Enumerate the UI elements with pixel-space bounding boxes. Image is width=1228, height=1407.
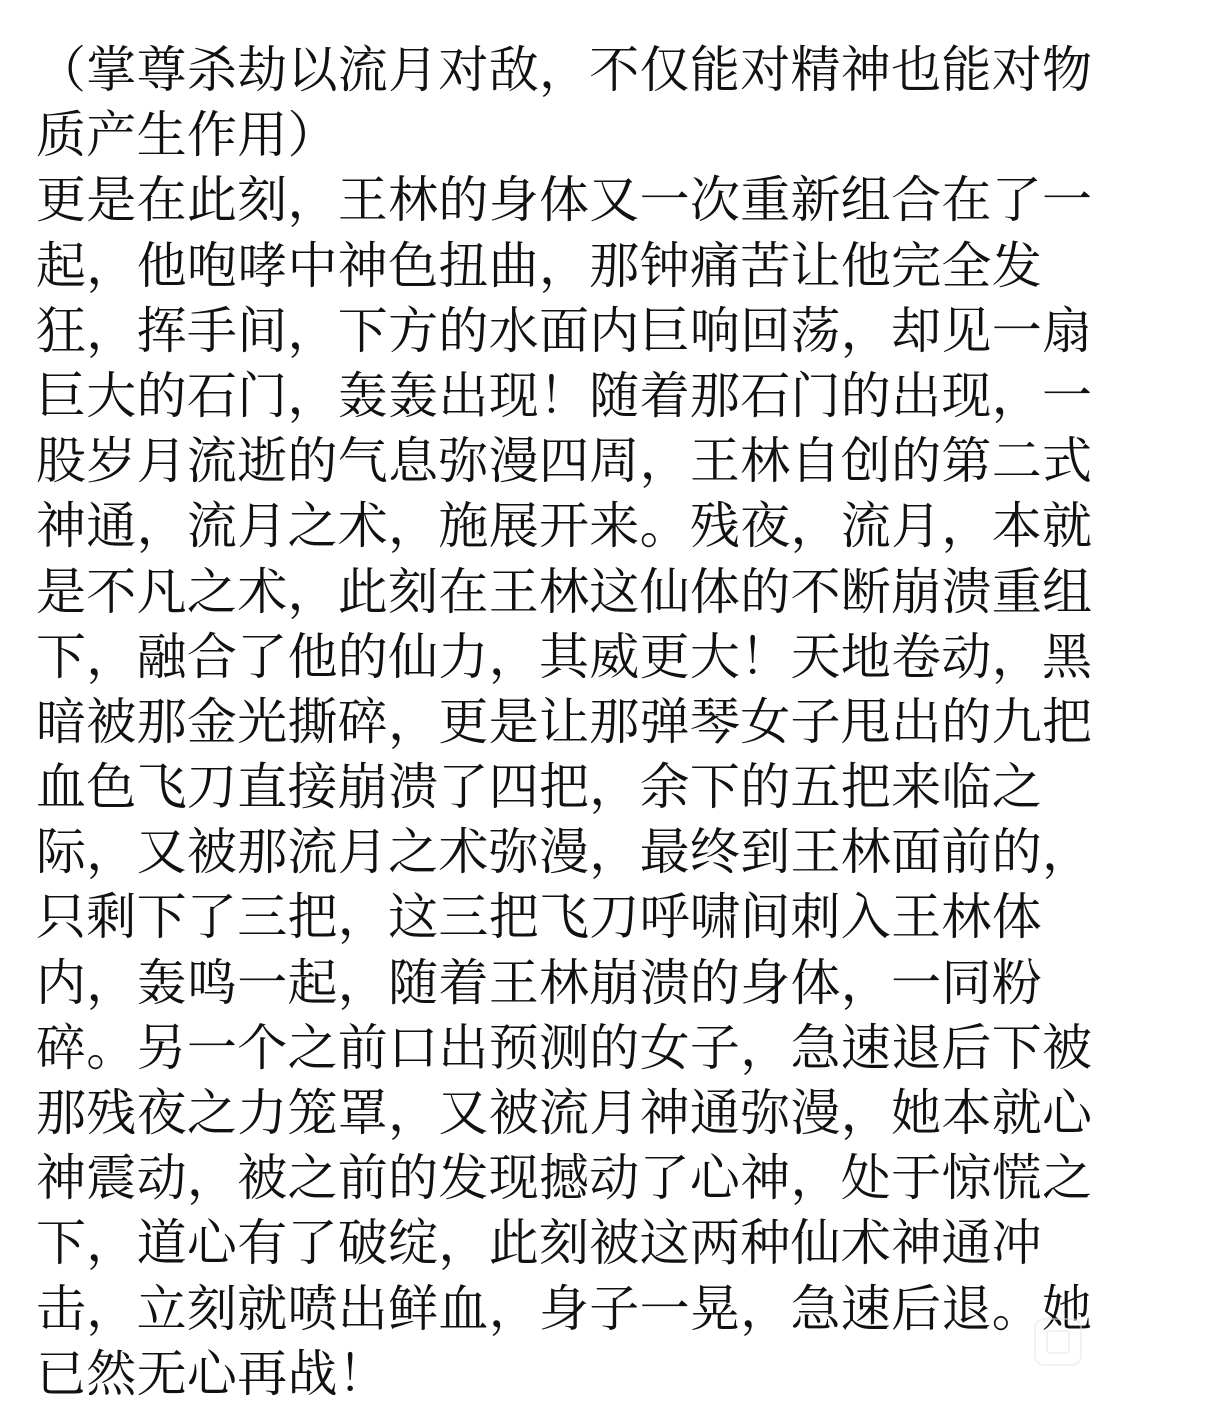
text-line: 那残夜之力笼罩，又被流月神通弥漫，她本就心 (36, 1084, 1093, 1142)
text-line: 质产生作用） (36, 106, 338, 165)
text-line: 是不凡之术，此刻在王林这仙体的不断崩溃重组 (36, 562, 1093, 621)
body-text (36, 38, 1196, 1407)
text-line: 已然无心再战！ (36, 1344, 389, 1403)
text-line: 只剩下了三把，这三把飞刀呼啸间刺入王林体 (36, 888, 1042, 947)
text-line: 血色飞刀直接崩溃了四把，余下的五把来临之 (36, 758, 1042, 817)
text-line: （掌尊杀劫以流月对敌，不仅能对精神也能对物 (36, 41, 1093, 99)
text-line: 更是在此刻，王林的身体又一次重新组合在了一 (36, 171, 1093, 230)
text-line: 狂，挥手间，下方的水面内巨响回荡，却见一扇 (36, 301, 1093, 360)
text-line: 神通，流月之术，施展开来。残夜，流月，本就 (36, 497, 1093, 556)
text-line: 碎。另一个之前口出预测的女子，急速退后下被 (36, 1018, 1093, 1077)
text-line: 巨大的石门，轰轰出现！随着那石门的出现，一 (36, 366, 1093, 425)
text-line: 际，又被那流月之术弥漫，最终到王林面前的， (36, 823, 1093, 882)
text-line: 下，融合了他的仙力，其威更大！天地卷动，黑 (36, 627, 1093, 686)
app-logo-watermark-icon (1034, 1318, 1082, 1366)
text-line: 下，道心有了破绽，此刻被这两种仙术神通冲 (36, 1214, 1042, 1273)
text-line: 击，立刻就喷出鲜血，身子一晃，急速后退。她 (36, 1279, 1093, 1338)
text-line: 内，轰鸣一起，随着王林崩溃的身体，一同粉 (36, 953, 1042, 1012)
text-line: 起，他咆哮中神色扭曲，那钟痛苦让他完全发 (36, 236, 1042, 295)
text-line: 股岁月流逝的气息弥漫四周，王林自创的第二式 (36, 432, 1093, 491)
text-line: 暗被那金光撕碎，更是让那弹琴女子甩出的九把 (36, 692, 1093, 751)
text-line: 神震动，被之前的发现撼动了心神，处于惊慌之 (36, 1149, 1093, 1208)
